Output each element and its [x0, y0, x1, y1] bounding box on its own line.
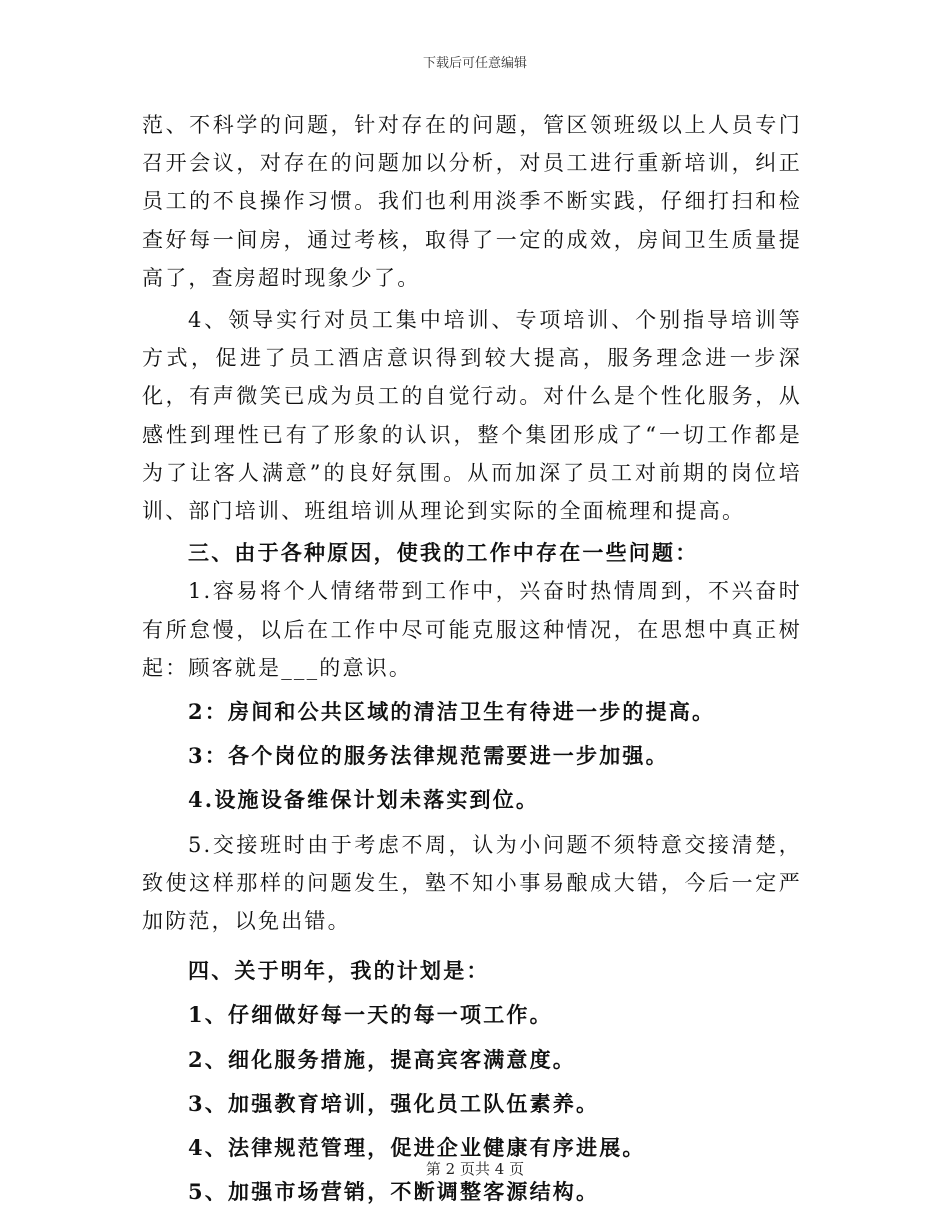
section-heading-plan: 四、关于明年，我的计划是： — [188, 958, 490, 984]
problem-item-5: 5.交接班时由于考虑不周，认为小问题不须特意交接清楚，致使这样那样的问题发生，塾不知小事易酿成大错，今后一定严加防范，以免出错。 — [142, 832, 802, 934]
plan-item-2: 2、细化服务措施，提高宾客满意度。 — [188, 1046, 577, 1072]
problem-item-1: 1.容易将个人情绪带到工作中，兴奋时热情周到，不兴奋时有所怠慢，以后在工作中尽可能克服这种情况，在思想中真正树起：顾客就是___的意识。 — [142, 579, 802, 680]
paragraph-item-4-training: 4、领导实行对员工集中培训、专项培训、个别指导培训等方式，促进了员工酒店意识得到较大提高，服务理念进一步深化，有声微笑已成为员工的自觉行动。对什么是个性化服务，从感性到理性已有了形象的认识，整个集团形成了“一切工作都是为了让客人满意”的良好氛围。从而加深了员工对前期的岗位培训、部门培训、班组培训从理论到实际的全面梳理和提高。 — [142, 308, 802, 524]
plan-item-1: 1、仔细做好每一天的每一项工作。 — [188, 1002, 553, 1028]
problem-item-3: 3：各个岗位的服务法律规范需要进一步加强。 — [188, 743, 669, 769]
section-heading-problems: 三、由于各种原因，使我的工作中存在一些问题： — [188, 540, 699, 566]
problem-item-4: 4.设施设备维保计划未落实到位。 — [188, 787, 540, 813]
paragraph-continuation: 范、不科学的问题，针对存在的问题，管区领班级以上人员专门召开会议，对存在的问题加以分析，对员工进行重新培训，纠正员工的不良操作习惯。我们也利用淡季不断实践，仔细打扫和检查好每一间房，通过考核，取得了一定的成效，房间卫生质量提高了，查房超时现象少了。 — [142, 113, 802, 290]
plan-item-5: 5、加强市场营销，不断调整客源结构。 — [188, 1179, 600, 1205]
document-body — [142, 106, 802, 1211]
plan-item-4: 4、法律规范管理，促进企业健康有序进展。 — [188, 1135, 646, 1161]
page-header: 下载后可任意编辑 — [422, 56, 527, 71]
plan-item-3: 3、加强教育培训，强化员工队伍素养。 — [188, 1090, 600, 1116]
problem-item-2: 2：房间和公共区域的清洁卫生有待进一步的提高。 — [188, 699, 716, 725]
page-footer: 第 2 页共 4 页 — [425, 1160, 525, 1178]
